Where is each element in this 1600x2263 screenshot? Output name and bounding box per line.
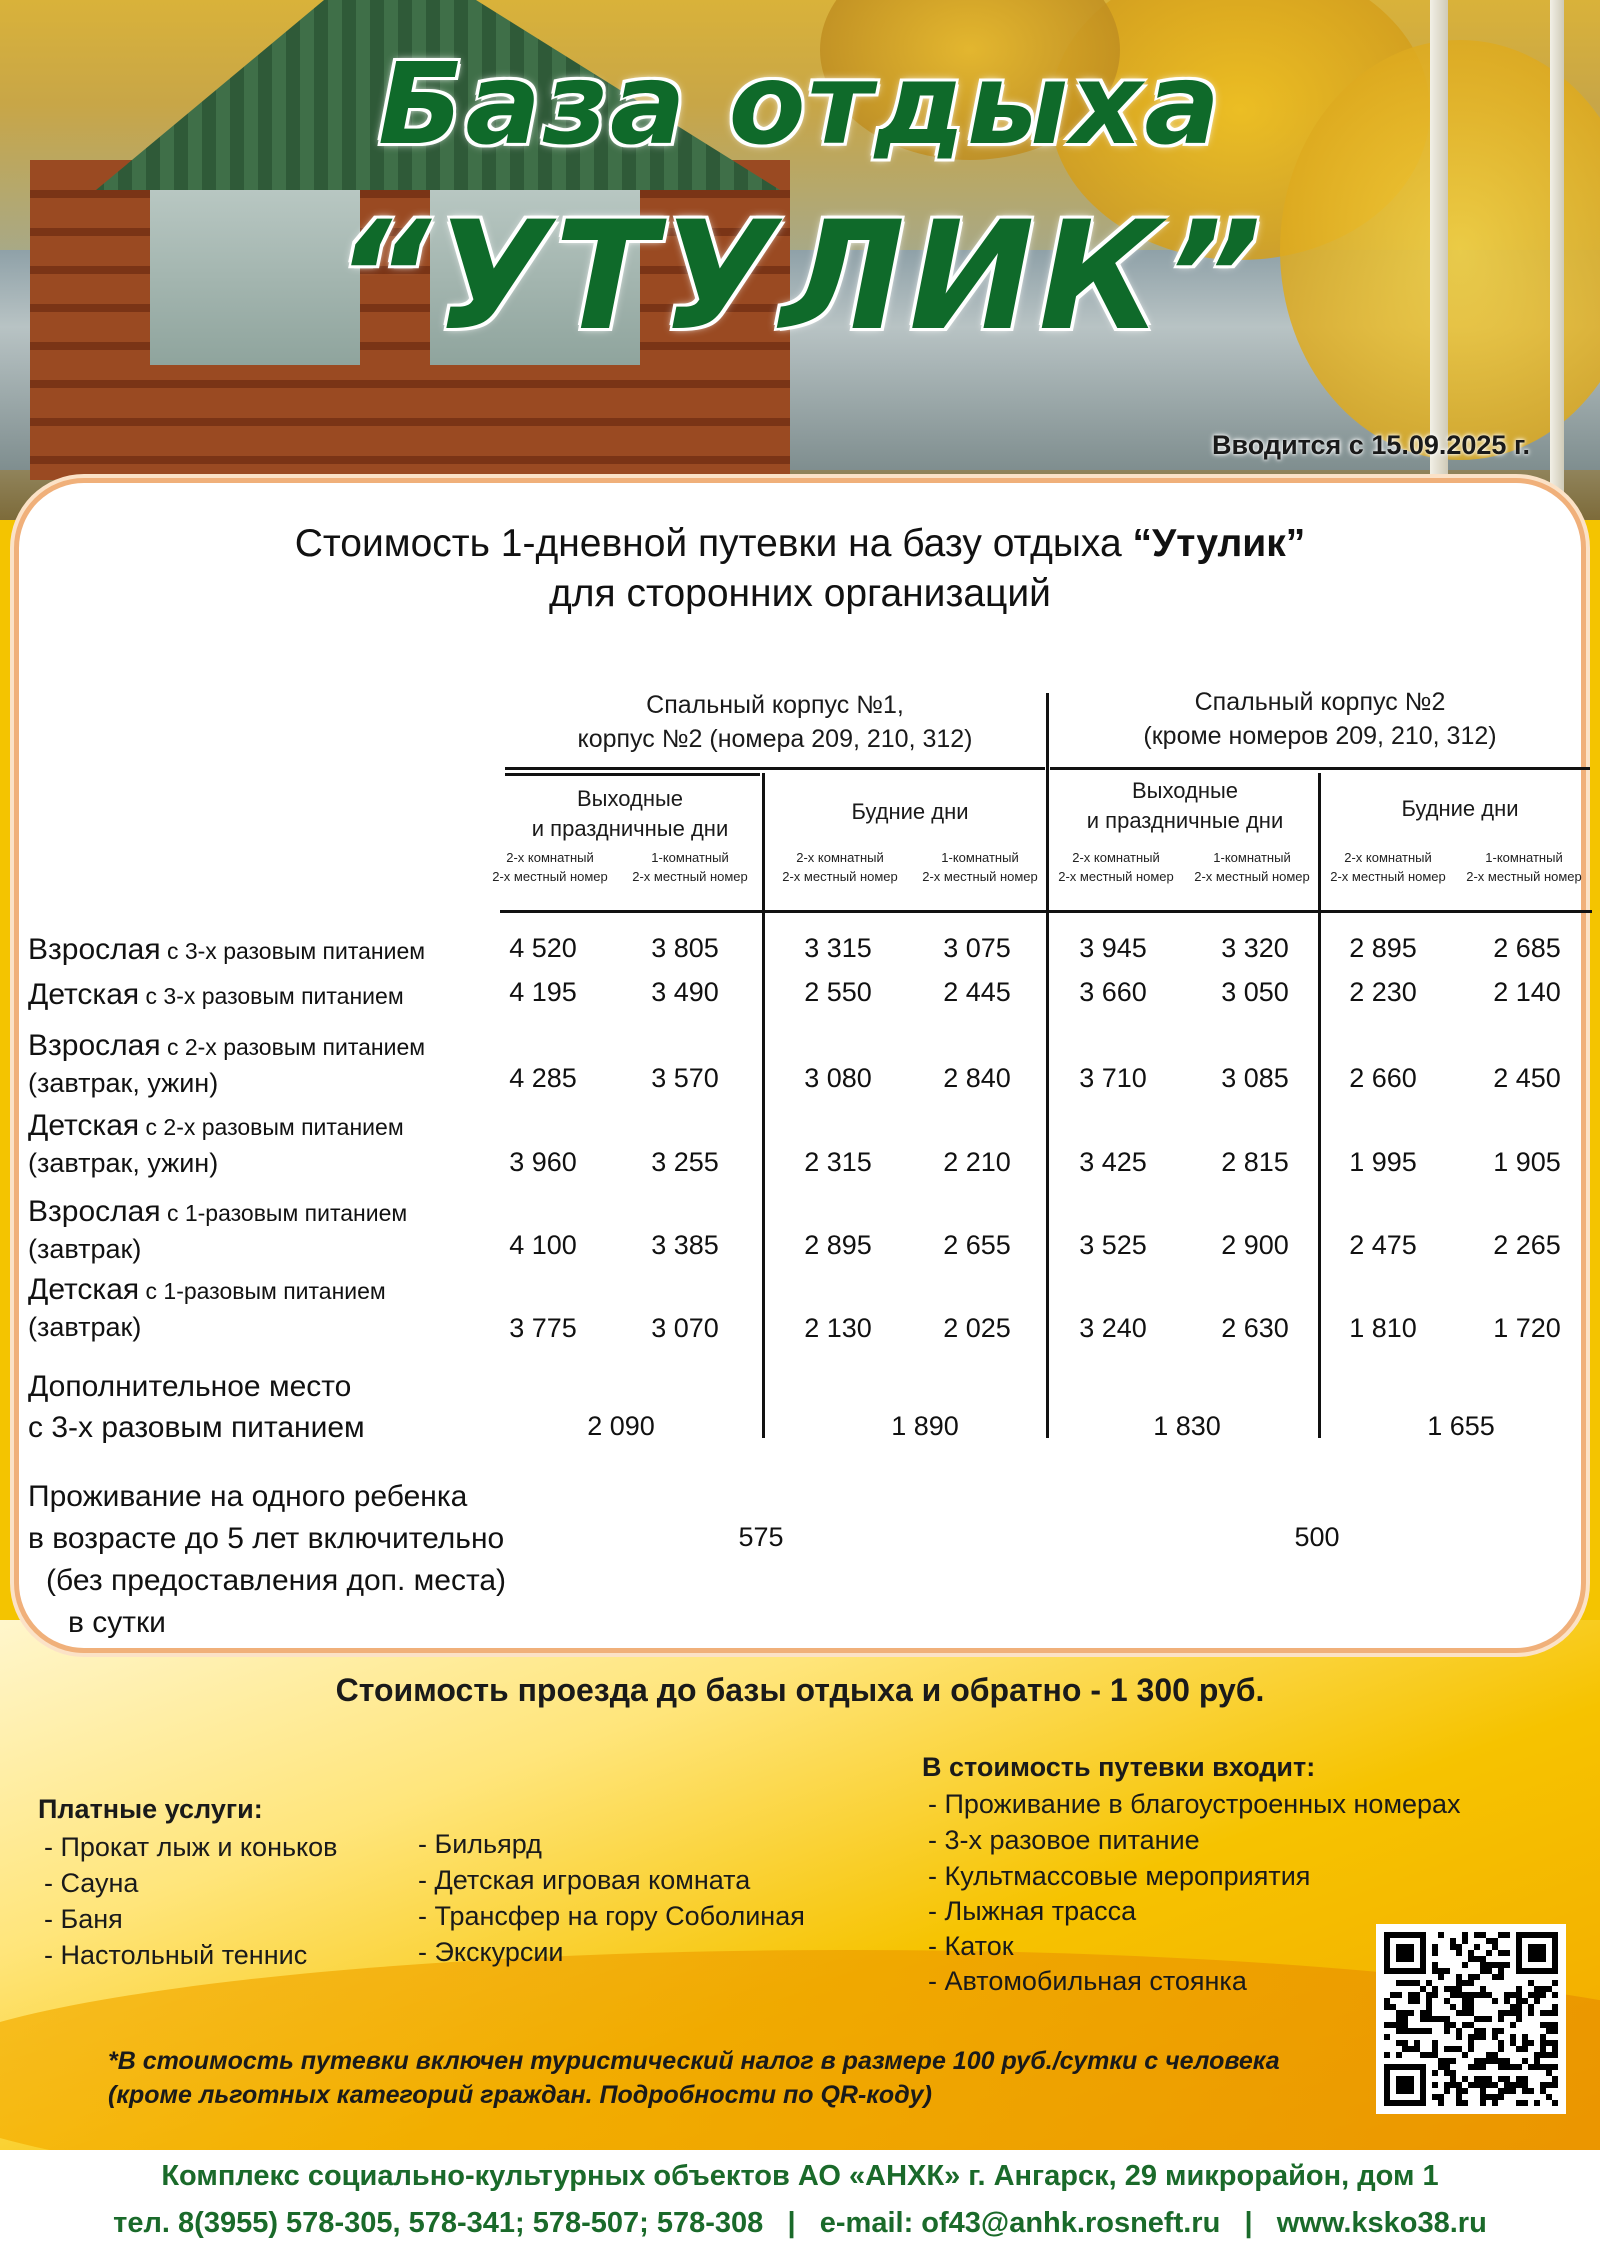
divider-groups [1050, 767, 1590, 770]
divider-groups [505, 767, 1045, 770]
subgroup-header: Будние дни [1401, 796, 1519, 821]
group-header-building-2: Спальный корпус №2 (кроме номеров 209, 210, 312) [1143, 688, 1497, 750]
price-cell: 3 255 [651, 1147, 719, 1177]
room-type-header: 1-комнатный 2-х местный номер [1466, 850, 1582, 884]
price-cell: 575 [738, 1522, 784, 1552]
price-cell: 2 630 [1221, 1313, 1289, 1343]
room-type-header: 1-комнатный 2-х местный номер [632, 850, 748, 884]
row-label: Детская с 3-х разовым питанием [28, 978, 404, 1011]
price-cell: 2 655 [943, 1230, 1011, 1260]
row-label: Взрослая с 1-разовым питанием (завтрак) [28, 1195, 408, 1264]
subgroup-header: Будние дни [851, 799, 969, 824]
divider-subgroups [505, 773, 760, 776]
room-type-header: 2-х комнатный 2-х местный номер [1330, 850, 1446, 884]
price-cell: 2 130 [804, 1313, 872, 1343]
price-cell: 1 890 [891, 1411, 959, 1441]
price-cell: 1 810 [1349, 1313, 1417, 1343]
price-cell: 3 320 [1221, 933, 1289, 963]
list-item: - Культмассовые мероприятия [928, 1861, 1311, 1891]
price-cell: 3 075 [943, 933, 1011, 963]
price-cell: 4 195 [509, 977, 577, 1007]
price-cell: 3 050 [1221, 977, 1289, 1007]
price-cell: 3 425 [1079, 1147, 1147, 1177]
list-item: - Прокат лыж и коньков [44, 1832, 338, 1862]
subgroup-header: Выходные и праздничные дни [531, 786, 729, 841]
divider-subgroup [762, 773, 765, 1438]
list-item: - Проживание в благоустроенных номерах [928, 1789, 1461, 1819]
footer-organization: Комплекс социально-культурных объектов АО «АНХК» г. Ангарск, 29 микрорайон, дом 1 [161, 2160, 1439, 2192]
price-cell: 2 315 [804, 1147, 872, 1177]
price-cell: 2 025 [943, 1313, 1011, 1343]
list-item: - Каток [928, 1931, 1014, 1961]
price-cell: 2 685 [1493, 933, 1561, 963]
price-cell: 2 550 [804, 977, 872, 1007]
list-item: - Баня [44, 1904, 123, 1934]
price-cell: 3 960 [509, 1147, 577, 1177]
list-item: - Экскурсии [418, 1937, 564, 1967]
price-cell: 2 445 [943, 977, 1011, 1007]
list-item: - Автомобильная стоянка [928, 1966, 1247, 1996]
list-item: - 3-х разовое питание [928, 1825, 1200, 1855]
qr-code-icon[interactable] [1376, 1924, 1566, 2114]
price-cell: 3 085 [1221, 1063, 1289, 1093]
row-label: Детская с 2-х разовым питанием (завтрак, ужин) [28, 1109, 404, 1178]
price-cell: 3 315 [804, 933, 872, 963]
room-type-header: 2-х комнатный 2-х местный номер [492, 850, 608, 884]
price-cell: 4 100 [509, 1230, 577, 1260]
row-label: Взрослая с 3-х разовым питанием [28, 933, 426, 966]
price-cell: 2 895 [804, 1230, 872, 1260]
price-cell: 3 070 [651, 1313, 719, 1343]
price-cell: 1 655 [1427, 1411, 1495, 1441]
price-cell: 1 995 [1349, 1147, 1417, 1177]
list-item: - Лыжная трасса [928, 1896, 1137, 1926]
price-cell: 3 570 [651, 1063, 719, 1093]
row-label: Детская с 1-разовым питанием (завтрак) [28, 1273, 386, 1342]
subgroup-header: Выходные и праздничные дни [1086, 778, 1284, 833]
room-type-header: 1-комнатный 2-х местный номер [1194, 850, 1310, 884]
price-cell: 500 [1294, 1522, 1340, 1552]
price-cell: 2 210 [943, 1147, 1011, 1177]
row-label: Дополнительное место с 3-х разовым питанием [28, 1370, 365, 1444]
divider-subgroups [500, 910, 1592, 913]
price-cell: 2 840 [943, 1063, 1011, 1093]
price-cell: 2 140 [1493, 977, 1561, 1007]
transfer-price: Стоимость проезда до базы отдыха и обратно - 1 300 руб. [335, 1672, 1265, 1708]
group-header-building-1: Спальный корпус №1, корпус №2 (номера 209, 210, 312) [577, 691, 973, 753]
price-cell: 3 775 [509, 1313, 577, 1343]
price-cell: 2 090 [587, 1411, 655, 1441]
price-cell: 3 080 [804, 1063, 872, 1093]
title-line2: “УТУЛИК” [334, 190, 1266, 364]
room-type-header: 2-х комнатный 2-х местный номер [782, 850, 898, 884]
paid-services-title: Платные услуги: [38, 1794, 263, 1824]
price-cell: 3 660 [1079, 977, 1147, 1007]
list-item: - Трансфер на гору Соболиная [418, 1901, 805, 1931]
price-cell: 2 265 [1493, 1230, 1561, 1260]
price-cell: 2 475 [1349, 1230, 1417, 1260]
price-cell: 2 815 [1221, 1147, 1289, 1177]
price-cell: 3 490 [651, 977, 719, 1007]
included-title: В стоимость путевки входит: [922, 1752, 1316, 1782]
list-item: - Настольный теннис [44, 1940, 308, 1970]
price-cell: 3 805 [651, 933, 719, 963]
price-cell: 2 895 [1349, 933, 1417, 963]
price-cell: 3 710 [1079, 1063, 1147, 1093]
price-cell: 3 385 [651, 1230, 719, 1260]
tax-footnote: *В стоимость путевки включен туристический налог в размере 100 руб./сутки с человека (кроме льготных категорий граждан. Подробности по QR-коду) [108, 2047, 1280, 2109]
price-cell: 1 905 [1493, 1147, 1561, 1177]
price-cell: 3 240 [1079, 1313, 1147, 1343]
price-cell: 3 525 [1079, 1230, 1147, 1260]
row-label: Взрослая с 2-х разовым питанием (завтрак, ужин) [28, 1029, 426, 1098]
price-cell: 3 945 [1079, 933, 1147, 963]
panel-subheading: для сторонних организаций [549, 572, 1051, 615]
list-item: - Сауна [44, 1868, 139, 1898]
list-item: - Бильярд [418, 1829, 542, 1859]
price-cell: 2 450 [1493, 1063, 1561, 1093]
price-cell: 1 720 [1493, 1313, 1561, 1343]
footer-contacts: тел. 8(3955) 578-305, 578-341; 578-507; 578-308 | e-mail: of43@anhk.rosneft.ru | www.ksko38.ru [113, 2207, 1487, 2239]
room-type-header: 2-х комнатный 2-х местный номер [1058, 850, 1174, 884]
price-cell: 4 285 [509, 1063, 577, 1093]
panel-heading: Стоимость 1-дневной путевки на базу отдыха “Утулик” [294, 522, 1306, 565]
price-cell: 4 520 [509, 933, 577, 963]
effective-date: Вводится с 15.09.2025 г. [1212, 430, 1530, 460]
price-cell: 2 230 [1349, 977, 1417, 1007]
price-cell: 2 660 [1349, 1063, 1417, 1093]
price-cell: 2 900 [1221, 1230, 1289, 1260]
price-cell: 1 830 [1153, 1411, 1221, 1441]
row-label: Проживание на одного ребенка в возрасте до 5 лет включительно (без предоставления доп. места) в сутки [28, 1480, 507, 1639]
title-line1: База отдыха [377, 40, 1222, 170]
list-item: - Детская игровая комната [418, 1865, 751, 1895]
room-type-header: 1-комнатный 2-х местный номер [922, 850, 1038, 884]
